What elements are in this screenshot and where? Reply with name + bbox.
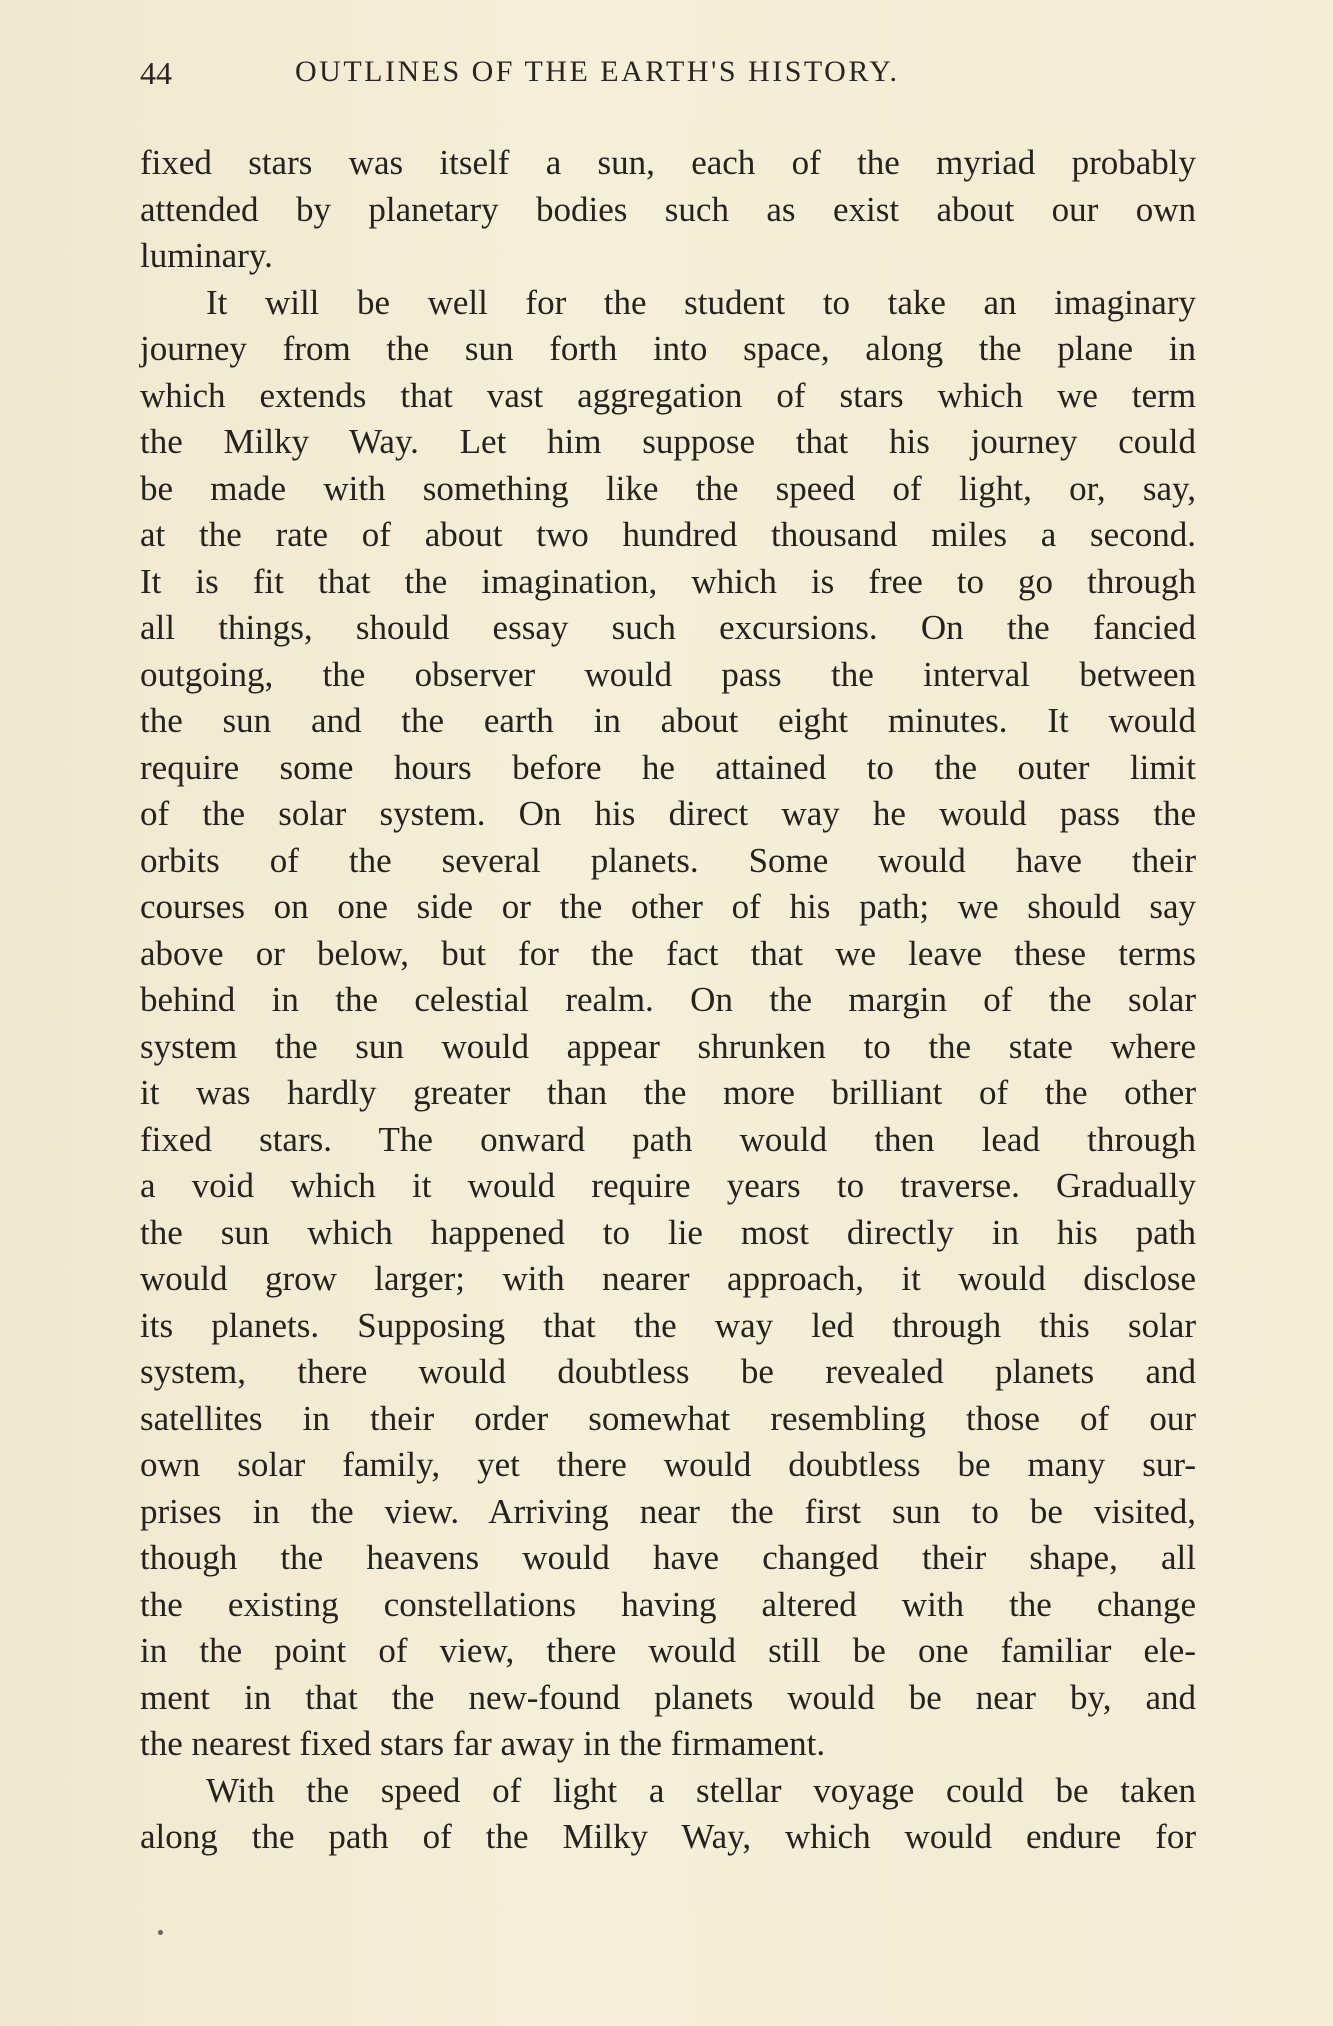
text-line: which extends that vast aggregation of stars which we term — [140, 375, 1196, 415]
text-line: a void which it would require years to traverse. Gradually — [140, 1166, 1196, 1205]
text-line: attended by planetary bodies such as exist about our own — [140, 189, 1196, 229]
text-line: orbits of the several planets. Some would have their — [140, 840, 1196, 880]
body-text — [140, 140, 1196, 1861]
text-line: though the heavens would have changed their shape, all — [140, 1538, 1196, 1577]
text-line: It will be well for the student to take an imaginary — [206, 282, 1196, 322]
text-line: it was hardly greater than the more brilliant of the other — [140, 1073, 1196, 1112]
text-line: the Milky Way. Let him suppose that his journey could — [140, 422, 1196, 461]
stray-ink-mark — [158, 1930, 163, 1935]
page-number: 44 — [140, 55, 172, 91]
text-line: system the sun would appear shrunken to the state where — [140, 1026, 1196, 1066]
text-line: system, there would doubtless be revealed planets and — [140, 1352, 1196, 1391]
text-line: the sun which happened to lie most directly in his path — [140, 1212, 1196, 1252]
text-line: the nearest fixed stars far away in the firmament. — [140, 1724, 826, 1763]
text-line: satellites in their order somewhat resembling those of our — [140, 1398, 1196, 1438]
text-line: ment in that the new-found planets would be near by, and — [140, 1677, 1196, 1717]
text-line: It is fit that the imagination, which is free to go through — [140, 561, 1196, 601]
text-line: the existing constellations having altered with the change — [140, 1584, 1196, 1624]
text-line: of the solar system. On his direct way he would pass the — [140, 794, 1196, 833]
running-title: OUTLINES OF THE EARTH'S HISTORY. — [295, 55, 900, 88]
text-line: With the speed of light a stellar voyage could be taken — [206, 1770, 1196, 1810]
text-line: behind in the celestial realm. On the margin of the solar — [140, 980, 1196, 1019]
text-line: the sun and the earth in about eight minutes. It would — [140, 701, 1196, 740]
text-line: in the point of view, there would still be one familiar ele- — [140, 1631, 1196, 1670]
text-line: along the path of the Milky Way, which would endure for — [140, 1817, 1196, 1856]
text-line: fixed stars was itself a sun, each of the myriad probably — [140, 143, 1196, 182]
text-line: would grow larger; with nearer approach, it would disclose — [140, 1259, 1196, 1298]
text-line: at the rate of about two hundred thousand miles a second. — [140, 515, 1196, 554]
text-line: outgoing, the observer would pass the interval between — [140, 654, 1196, 694]
text-line: own solar family, yet there would doubtless be many sur- — [140, 1445, 1196, 1484]
text-line: all things, should essay such excursions. On the fancied — [140, 608, 1196, 647]
text-line: require some hours before he attained to the outer limit — [140, 747, 1196, 787]
text-line: journey from the sun forth into space, along the plane in — [140, 329, 1196, 368]
text-line: courses on one side or the other of his path; we should say — [140, 887, 1196, 926]
text-line: prises in the view. Arriving near the first sun to be visited, — [140, 1491, 1196, 1531]
text-line: above or below, but for the fact that we leave these terms — [140, 933, 1196, 973]
text-line: its planets. Supposing that the way led through this solar — [140, 1305, 1196, 1345]
text-line: be made with something like the speed of light, or, say, — [140, 468, 1196, 508]
text-line: luminary. — [140, 236, 273, 275]
running-head — [140, 55, 1192, 95]
text-line: fixed stars. The onward path would then lead through — [140, 1119, 1196, 1159]
